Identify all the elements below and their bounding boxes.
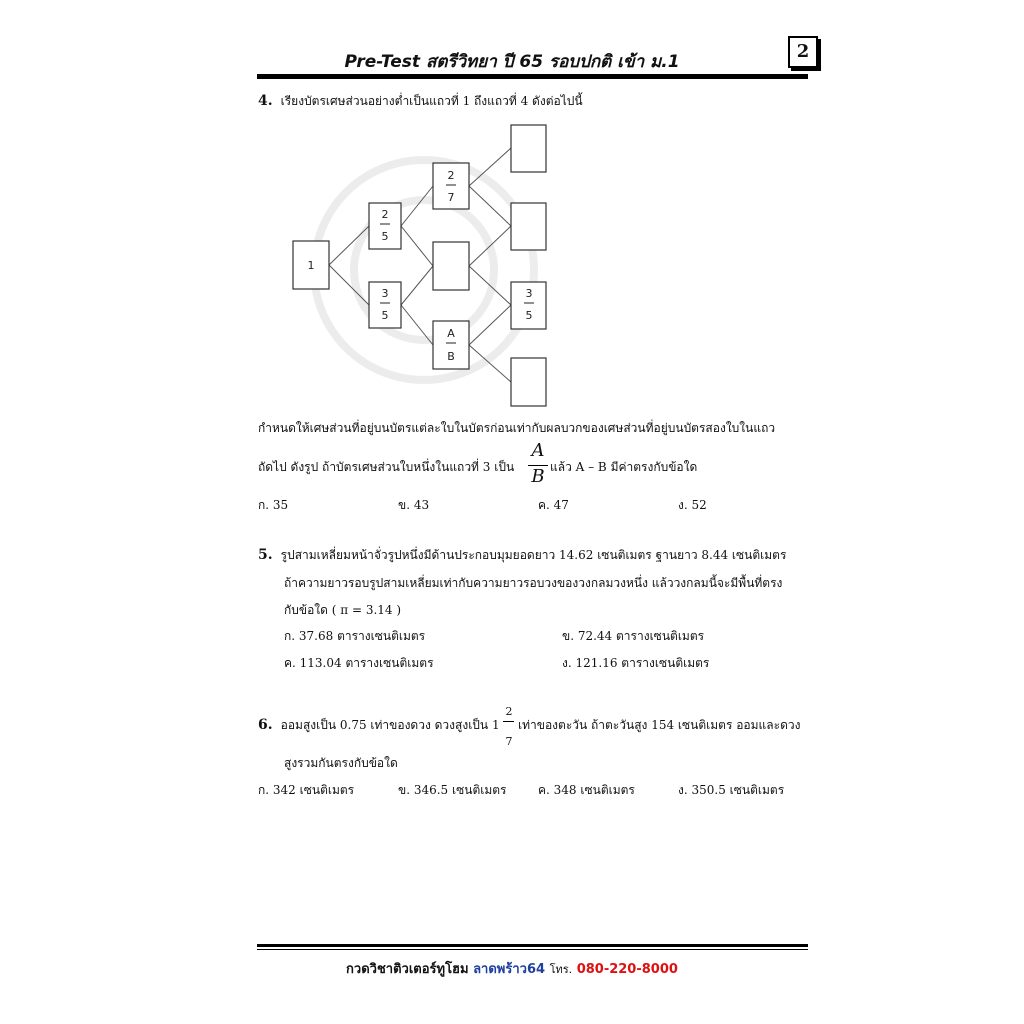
mixed-fraction-denominator: 7 (505, 735, 513, 748)
q4-option-d[interactable]: ง. 52 (678, 498, 707, 512)
q6-option-b[interactable]: ข. 346.5 เซนติเมตร (398, 783, 507, 797)
question-4-line2-pre: ถัดไป ดังรูป ถ้าบัตรเศษส่วนใบหนึ่งในแถวที่ 3 เป็น (258, 460, 515, 474)
question-5-line3: กับข้อใด ( π = 3.14 ) (284, 603, 402, 617)
svg-text:5: 5 (381, 230, 389, 243)
question-4-number: 4. (258, 93, 273, 109)
document-title: Pre-Test สตรีวิทยา ปี 65 รอบปกติ เข้า ม.1 (344, 52, 680, 72)
footer-rule-thick (257, 944, 808, 947)
svg-text:2: 2 (381, 208, 389, 221)
fraction-tree-diagram (283, 120, 565, 416)
svg-text:5: 5 (381, 309, 389, 322)
footer-tel-label: โทร. (549, 963, 573, 976)
mixed-fraction-numerator: 2 (505, 705, 513, 718)
q5-option-c[interactable]: ค. 113.04 ตารางเซนติเมตร (284, 656, 434, 670)
footer-branch: ลาดพร้าว64 (473, 962, 546, 977)
svg-text:2: 2 (447, 169, 455, 182)
q6-option-a[interactable]: ก. 342 เซนติเมตร (258, 783, 355, 797)
question-5-number: 5. (258, 547, 273, 563)
footer-school-name: กวดวิชาติวเตอร์ทูโฮม (346, 962, 469, 977)
q4-option-b[interactable]: ข. 43 (398, 498, 430, 512)
svg-text:A: A (447, 327, 455, 340)
footer (0, 958, 1024, 979)
fraction-numerator-a: A (531, 440, 545, 461)
question-6-line2: สูงรวมกันตรงกับข้อใด (284, 756, 398, 770)
question-6-number: 6. (258, 717, 273, 733)
question-4-line2-post: แล้ว A – B มีค่าตรงกับข้อใด (550, 460, 698, 474)
question-4-line1: กำหนดให้เศษส่วนที่อยู่บนบัตรแต่ละใบในบัตรก่อนเท่ากับผลบวกของเศษส่วนที่อยู่บนบัตรสองใบในแถว (258, 421, 776, 435)
question-5-line1: 5. รูปสามเหลี่ยมหน้าจั่วรูปหนึ่งมีด้านประกอบมุมยอดยาว 14.62 เซนติเมตร ฐานยาว 8.44 เซนติเมตร (258, 547, 787, 563)
footer-rule-thin (257, 949, 808, 950)
question-5-line2: ถ้าความยาวรอบรูปสามเหลี่ยมเท่ากับความยาวรอบวงของวงกลมวงหนึ่ง แล้ววงกลมนี้จะมีพื้นที่ตรง (284, 576, 783, 590)
header-rule (257, 74, 808, 79)
question-6-line1-pre: 6. ออมสูงเป็น 0.75 เท่าของดวง ดวงสูงเป็น 1 (258, 717, 500, 733)
svg-text:3: 3 (525, 287, 533, 300)
q6-option-c[interactable]: ค. 348 เซนติเมตร (538, 783, 635, 797)
mixed-fraction-bar (503, 721, 514, 722)
footer-phone[interactable]: 080-220-8000 (576, 962, 678, 977)
q4-option-c[interactable]: ค. 47 (538, 498, 569, 512)
q5-option-d[interactable]: ง. 121.16 ตารางเซนติเมตร (562, 656, 710, 670)
card-row4-d (511, 358, 546, 406)
card-row4-a (511, 125, 546, 172)
question-6-line1-post: เท่าของตะวัน ถ้าตะวันสูง 154 เซนติเมตร ออมและดวง (518, 718, 801, 732)
svg-text:7: 7 (447, 191, 455, 204)
question-4-text: 4. เรียงบัตรเศษส่วนอย่างต่ำเป็นแถวที่ 1 ถึงแถวที่ 4 ดังต่อไปนี้ (258, 93, 583, 109)
svg-text:5: 5 (525, 309, 533, 322)
svg-text:B: B (447, 350, 455, 363)
card-row3-b (433, 242, 469, 290)
q4-option-a[interactable]: ก. 35 (258, 498, 289, 512)
page-number: 2 (788, 36, 818, 68)
svg-text:3: 3 (381, 287, 389, 300)
q5-option-a[interactable]: ก. 37.68 ตารางเซนติเมตร (284, 629, 426, 643)
card-row4-b (511, 203, 546, 250)
card-row1-value: 1 (307, 259, 315, 272)
q6-option-d[interactable]: ง. 350.5 เซนติเมตร (678, 783, 785, 797)
watermark-emblem (314, 160, 534, 380)
fraction-denominator-b: B (531, 466, 545, 487)
q5-option-b[interactable]: ข. 72.44 ตารางเซนติเมตร (562, 629, 705, 643)
